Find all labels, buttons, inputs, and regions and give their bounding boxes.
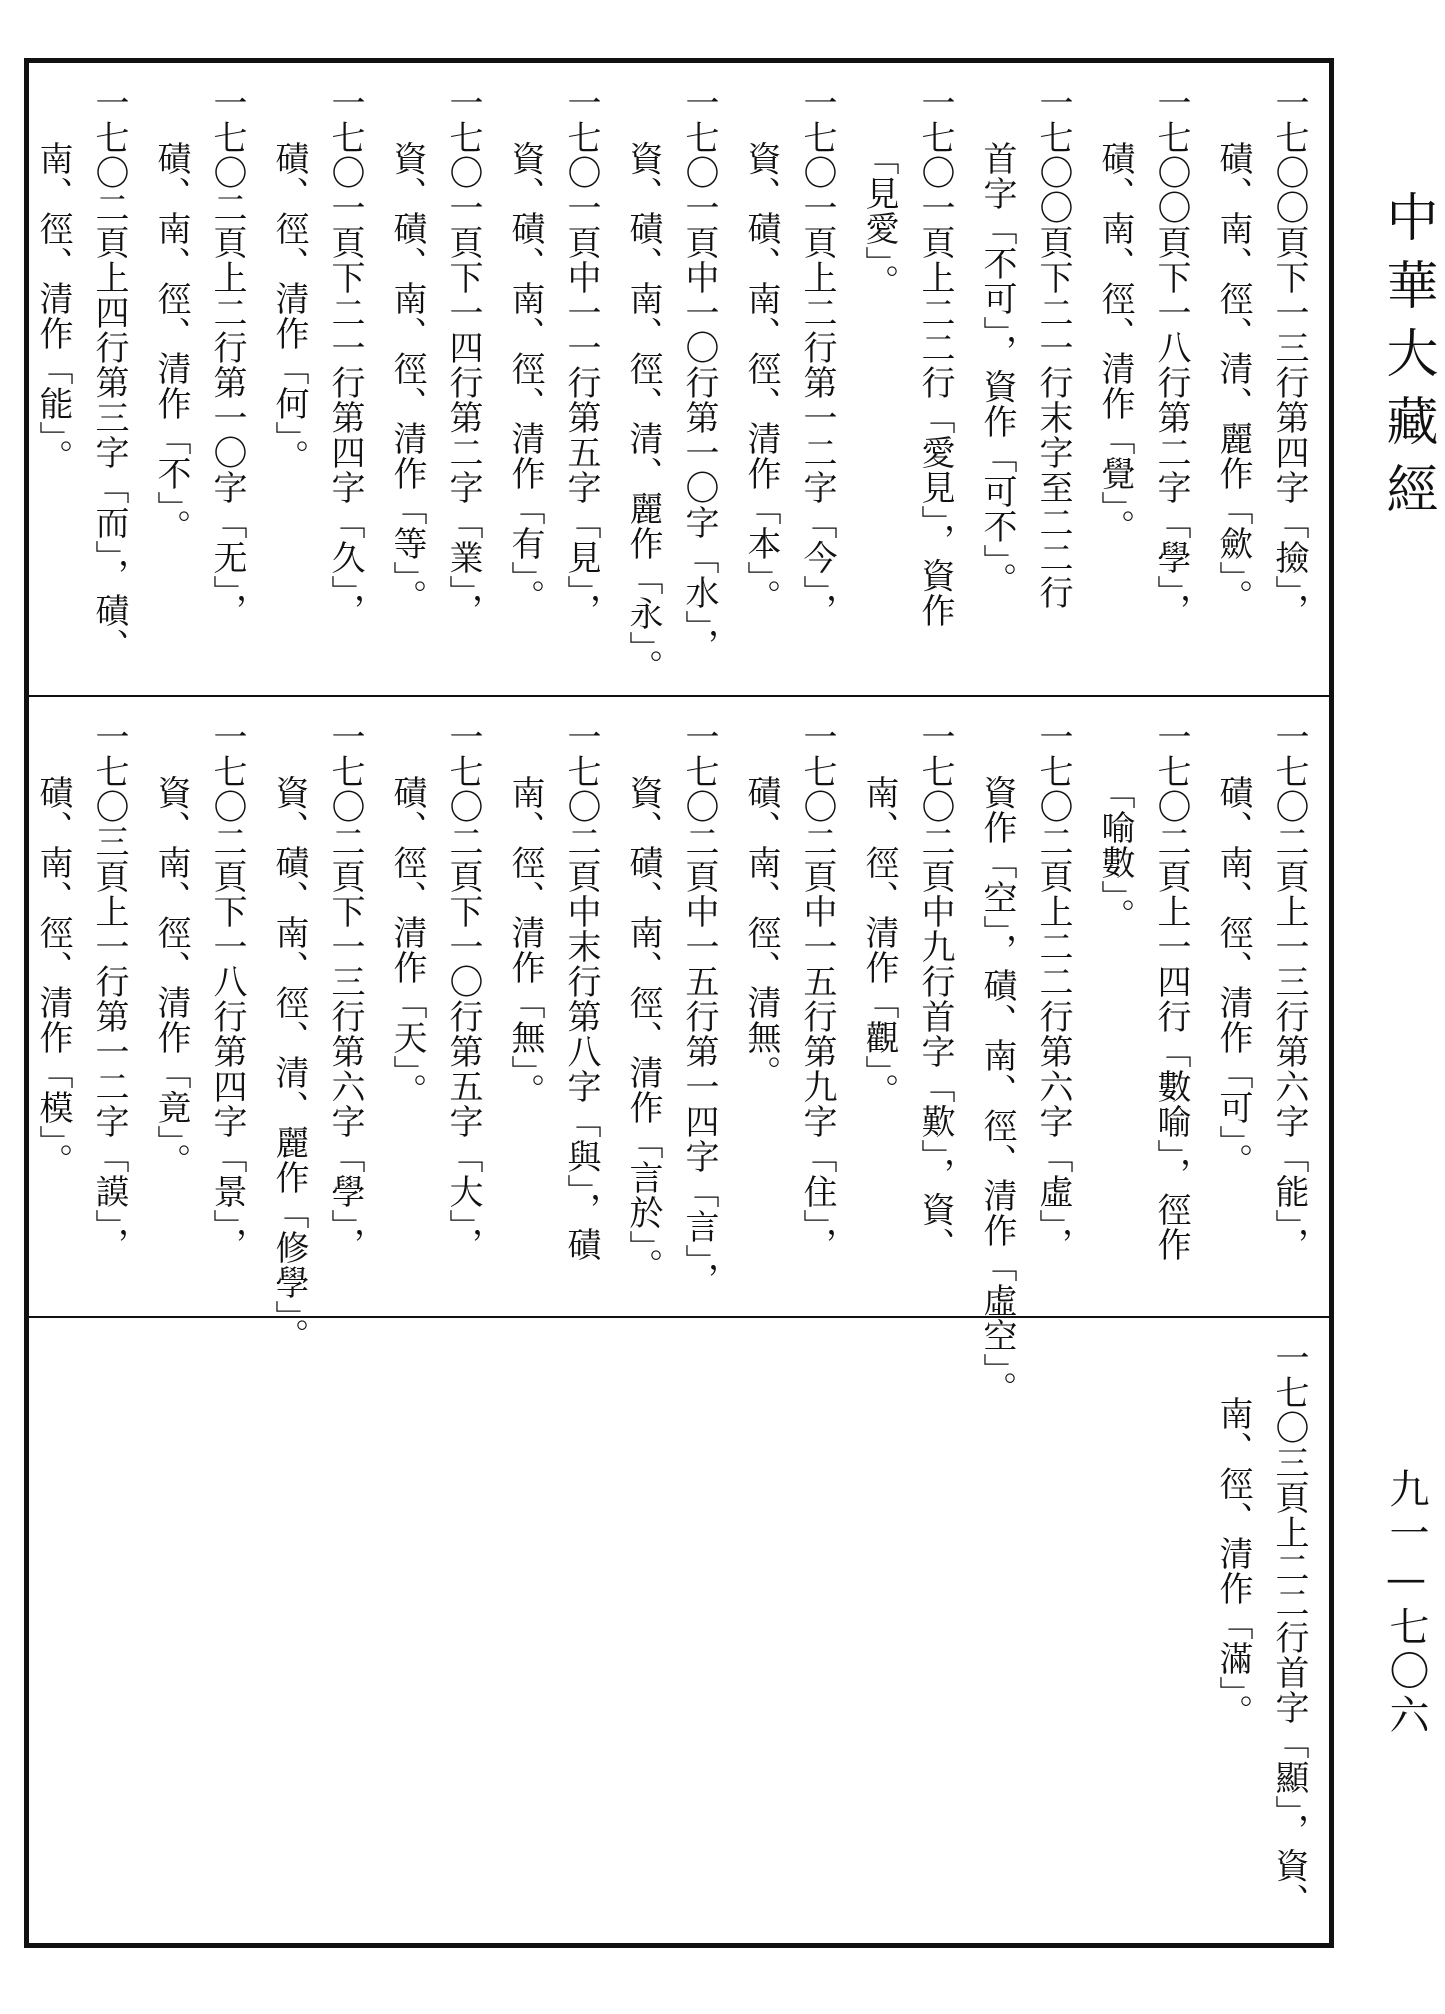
collation-entry xyxy=(25,63,137,695)
entry-line: 磧、南、徑、清、麗作「歛」。 xyxy=(1213,141,1253,614)
entry-line: 一七〇一頁上二二行「愛見」，資作 xyxy=(915,85,955,628)
entry-line: 南、徑、清作「能」。 xyxy=(33,141,73,474)
collation-entry xyxy=(379,63,491,695)
collation-entry xyxy=(261,63,373,695)
collation-entry xyxy=(1205,63,1317,695)
collation-entry xyxy=(497,63,609,695)
collation-band-3 xyxy=(29,1318,1329,1943)
side-title: 中華大藏經 xyxy=(1377,190,1437,530)
collation-entry xyxy=(261,697,373,1353)
collation-entry xyxy=(969,697,1081,1406)
collation-entry xyxy=(615,63,727,695)
entry-line: 資、磧、南、徑、清作「等」。 xyxy=(387,141,427,614)
collation-entry xyxy=(733,697,845,1316)
entry-line: 一七〇二頁中九行首字「歎」，資、 xyxy=(915,719,955,1262)
entry-line: 一七〇二頁中一五行第九字「住」， xyxy=(797,719,837,1262)
entry-line: 「喻數」。 xyxy=(1095,775,1135,933)
page-frame xyxy=(24,58,1334,1948)
entry-line: 磧、南、徑、清作「覺」。 xyxy=(1095,141,1135,544)
collation-entry xyxy=(1205,1318,1317,1943)
collation-entry xyxy=(1205,697,1317,1316)
entry-line: 一七〇〇頁下一三行第四字「撿」， xyxy=(1269,85,1309,628)
collation-entry xyxy=(851,63,963,695)
entry-line: 磧、南、徑、清作「模」。 xyxy=(33,775,73,1178)
entry-line: 資、南、徑、清作「竟」。 xyxy=(151,775,191,1178)
entry-line: 一七〇〇頁下一八行第二字「學」， xyxy=(1151,85,1191,628)
entry-line: 一七〇二頁上四行第三字「而」，磧、 xyxy=(89,85,129,663)
collation-entry xyxy=(851,697,963,1316)
entry-line: 資、磧、南、徑、清、麗作「永」。 xyxy=(623,141,663,684)
collation-entry xyxy=(615,697,727,1316)
collation-entry xyxy=(497,697,609,1316)
entry-line: 「見愛」。 xyxy=(859,141,899,299)
entry-line: 一七〇二頁下一〇行第五字「大」， xyxy=(443,719,483,1262)
entry-line: 資、磧、南、徑、清作「有」。 xyxy=(505,141,545,614)
entry-line: 一七〇二頁上二二行第六字「虛」， xyxy=(1033,719,1073,1262)
entry-line: 南、徑、清作「觀」。 xyxy=(859,775,899,1108)
entry-line: 南、徑、清作「無」。 xyxy=(505,775,545,1108)
collation-entry xyxy=(733,63,845,695)
entry-line: 一七〇一頁中一一行第五字「見」， xyxy=(561,85,601,628)
entry-line: 一七〇三頁上二二行首字「顯」，資、 xyxy=(1269,1340,1309,1918)
collation-entry xyxy=(1087,697,1199,1316)
entry-line: 一七〇〇頁下二一行末字至二二行 xyxy=(1033,85,1073,610)
entry-line: 一七〇二頁下一三行第六字「學」， xyxy=(325,719,365,1262)
entry-line: 一七〇二頁中一五行第一四字「言」， xyxy=(679,719,719,1297)
collation-band-2 xyxy=(29,697,1329,1406)
entry-line: 首字「不可」，資作「可不」。 xyxy=(977,141,1017,597)
entry-line: 磧、徑、清作「天」。 xyxy=(387,775,427,1108)
entry-line: 磧、徑、清作「何」。 xyxy=(269,141,309,474)
entry-line: 資作「空」，磧、南、徑、清作「虛空」。 xyxy=(977,775,1017,1406)
collation-entry xyxy=(143,697,255,1316)
entry-line: 一七〇一頁中一〇行第一〇字「水」， xyxy=(679,85,719,663)
collation-entry xyxy=(379,697,491,1316)
entry-line: 資、磧、南、徑、清、麗作「修學」。 xyxy=(269,775,309,1353)
collation-entry xyxy=(143,63,255,695)
entry-line: 一七〇一頁下二一行第四字「久」， xyxy=(325,85,365,628)
entry-line: 一七〇二頁上一四行「數喻」，徑作 xyxy=(1151,719,1191,1262)
entry-line: 一七〇三頁上一行第一二字「謨」， xyxy=(89,719,129,1262)
entry-line: 磧、南、徑、清作「不」。 xyxy=(151,141,191,544)
entry-line: 一七〇一頁下一四行第二字「業」， xyxy=(443,85,483,628)
entry-line: 一七〇二頁下一八行第四字「景」， xyxy=(207,719,247,1262)
entry-line: 一七〇一頁上二行第一二字「今」， xyxy=(797,85,837,628)
collation-entry xyxy=(25,697,137,1316)
entry-line: 磧、南、徑、清無。 xyxy=(741,775,781,1090)
page-number: 九一—七〇六 xyxy=(1383,1468,1429,1738)
entry-line: 一七〇二頁中末行第八字「與」，磧 xyxy=(561,719,601,1262)
entry-line: 資、磧、南、徑、清作「言於」。 xyxy=(623,775,663,1283)
collation-entry xyxy=(1087,63,1199,695)
collation-band-1 xyxy=(29,63,1329,695)
collation-entry xyxy=(969,63,1081,695)
entry-line: 一七〇二頁上一三行第六字「能」， xyxy=(1269,719,1309,1262)
entry-line: 磧、南、徑、清作「可」。 xyxy=(1213,775,1253,1178)
entry-line: 南、徑、清作「滿」。 xyxy=(1213,1396,1253,1729)
entry-line: 資、磧、南、徑、清作「本」。 xyxy=(741,141,781,614)
entry-line: 一七〇二頁上二行第一〇字「无」， xyxy=(207,85,247,628)
